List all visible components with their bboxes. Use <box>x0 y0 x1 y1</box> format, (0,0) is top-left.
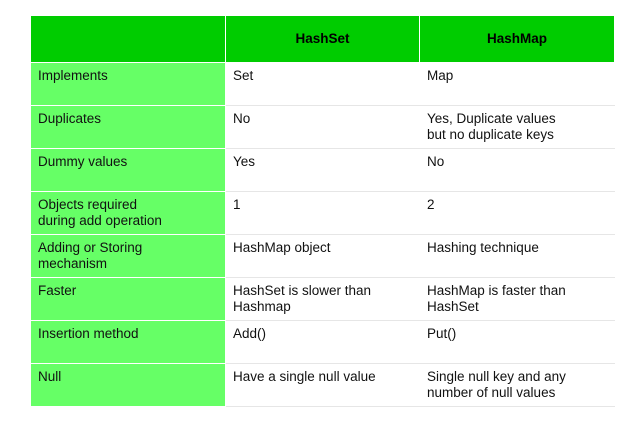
row-label-faster: Faster <box>31 278 226 321</box>
hashmap-cell: 2 <box>420 192 615 235</box>
table-row <box>31 106 615 149</box>
table-row <box>31 235 615 278</box>
row-label-duplicates: Duplicates <box>31 106 226 149</box>
hashmap-cell: Map <box>420 63 615 106</box>
hashset-cell: 1 <box>226 192 420 235</box>
row-label-insertion-method: Insertion method <box>31 321 226 364</box>
table-row <box>31 278 615 321</box>
hashset-cell: No <box>226 106 420 149</box>
hashset-cell: HashMap object <box>226 235 420 278</box>
comparison-table-container <box>30 15 614 407</box>
hashset-vs-hashmap-table <box>30 15 615 407</box>
row-label-null: Null <box>31 364 226 407</box>
hashset-cell: Have a single null value <box>226 364 420 407</box>
hashmap-cell: HashMap is faster than HashSet <box>420 278 615 321</box>
hashset-cell: HashSet is slower than Hashmap <box>226 278 420 321</box>
row-label-implements: Implements <box>31 63 226 106</box>
table-row <box>31 149 615 192</box>
header-hashset: HashSet <box>226 16 420 63</box>
hashset-cell: Yes <box>226 149 420 192</box>
hashmap-cell: No <box>420 149 615 192</box>
row-label-storing-mechanism: Adding or Storing mechanism <box>31 235 226 278</box>
hashset-cell: Set <box>226 63 420 106</box>
row-label-objects-required: Objects required during add operation <box>31 192 226 235</box>
hashmap-cell: Put() <box>420 321 615 364</box>
header-corner-cell <box>31 16 226 63</box>
table-row <box>31 63 615 106</box>
table-row <box>31 364 615 407</box>
hashmap-cell: Hashing technique <box>420 235 615 278</box>
row-label-dummy-values: Dummy values <box>31 149 226 192</box>
header-hashmap: HashMap <box>420 16 615 63</box>
table-row <box>31 321 615 364</box>
header-row <box>31 16 615 63</box>
table-row <box>31 192 615 235</box>
hashmap-cell: Yes, Duplicate values but no duplicate keys <box>420 106 615 149</box>
hashset-cell: Add() <box>226 321 420 364</box>
hashmap-cell: Single null key and any number of null values <box>420 364 615 407</box>
